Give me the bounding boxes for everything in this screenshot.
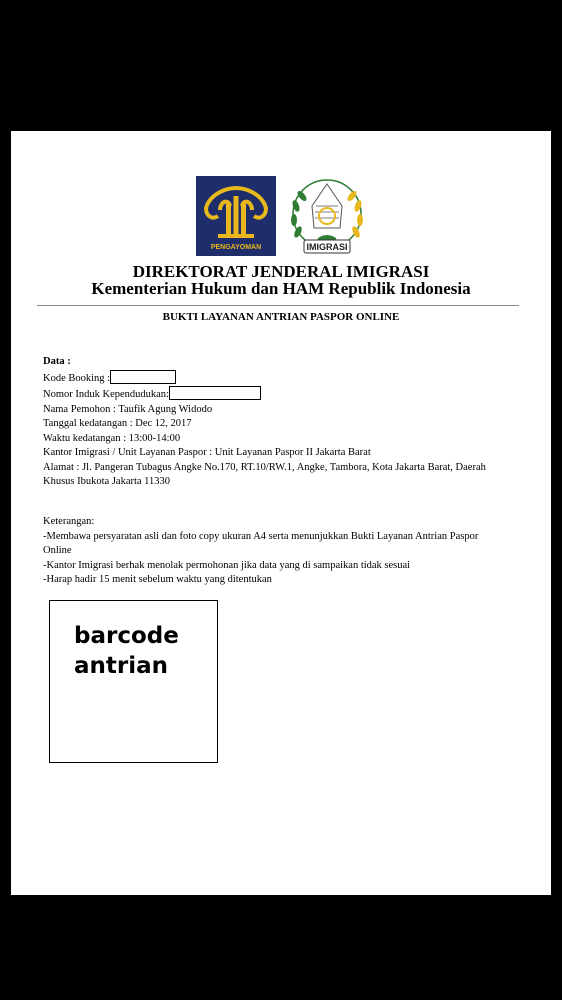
kode-booking-label: Kode Booking : (43, 372, 111, 384)
barcode-placeholder (74, 621, 179, 681)
document-page (11, 131, 551, 895)
tanggal-kedatangan: Tanggal kedatangan : Dec 12, 2017 (43, 418, 192, 429)
nik-redacted (169, 386, 261, 400)
barcode-label-line1: barcode (74, 623, 179, 649)
alamat-line2: Khusus Ibukota Jakarta 11330 (43, 476, 171, 487)
document-title: DIREKTORAT JENDERAL IMIGRASI (132, 262, 430, 281)
keterangan-item3: -Harap hadir 15 menit sebelum waktu yang ditentukan (43, 574, 272, 585)
document-subtitle-ministry: Kementerian Hukum dan HAM Republik Indonesia (91, 279, 471, 298)
imigrasi-logo (282, 176, 372, 258)
data-section (43, 355, 486, 490)
alamat-line1: Alamat : Jl. Pangeran Tubagus Angke No.170, RT.10/RW.1, Angke, Tambora, Kota Jakarta Barat, Daerah (43, 461, 486, 473)
barcode-label-line2: antrian (74, 653, 169, 679)
nik-row (43, 386, 486, 403)
kantor-imigrasi: Kantor Imigrasi / Unit Layanan Paspor : Unit Layanan Paspor II Jakarta Barat (43, 447, 371, 458)
waktu-kedatangan: Waktu kedatangan : 13:00-14:00 (43, 432, 181, 444)
logo-left-text: PENGAYOMAN (210, 244, 262, 251)
data-heading: Data : (43, 356, 71, 367)
nama-pemohon: Nama Pemohon : Taufik Agung Widodo (43, 403, 213, 415)
header-divider (37, 305, 519, 306)
keterangan-heading: Keterangan: (43, 516, 95, 527)
logo-right-text: IMIGRASI (306, 242, 348, 252)
kode-booking-row (43, 370, 486, 387)
kemenkumham-logo (196, 176, 276, 256)
kode-booking-redacted (110, 370, 176, 384)
header-logos (196, 176, 381, 258)
keterangan-section (43, 515, 478, 588)
keterangan-item2: -Kantor Imigrasi berhak menolak permohonan jika data yang di sampaikan tidak sesuai (43, 559, 411, 571)
document-heading: BUKTI LAYANAN ANTRIAN PASPOR ONLINE (162, 311, 400, 323)
nik-label: Nomor Induk Kependudukan: (43, 389, 169, 400)
barcode-box (49, 600, 218, 763)
keterangan-item1-line1: -Membawa persyaratan asli dan foto copy ukuran A4 serta menunjukkan Bukti Layanan Antrian Paspor (43, 530, 479, 542)
keterangan-item1-line2: Online (43, 545, 72, 556)
